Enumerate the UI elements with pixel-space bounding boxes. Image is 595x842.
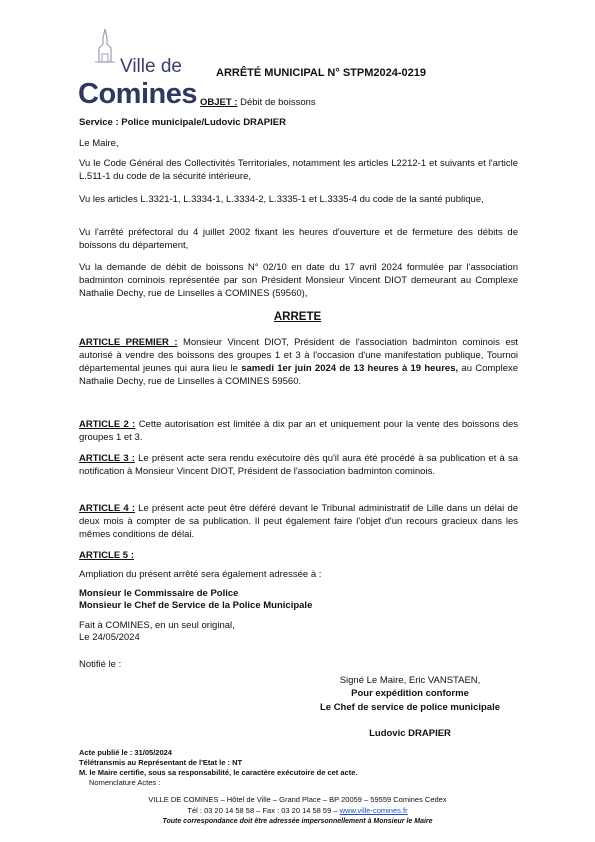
objet-label: OBJET : (200, 97, 238, 108)
footer-tel: Tél : 03 20 14 58 58 – Fax : 03 20 14 58 59 – (187, 806, 338, 815)
le-maire: Le Maire, (79, 138, 119, 149)
footer-address: VILLE DE COMINES – Hôtel de Ville – Grand Place – BP 20059 – 59559 Comines Cedex (148, 795, 447, 804)
destinataire-commissaire: Monsieur le Commissaire de Police (79, 588, 239, 599)
fait-a: Fait à COMINES, en un seul original, (79, 620, 235, 631)
vu-demande: Vu la demande de débit de boissons N° 02/10 en date du 17 avril 2024 formulée par l'association badminton cominois représentée par son Président Monsieur Vincent DIOT demeurant au Complexe Nathalie Dechy, rue de Linselles à COMINES (59560), (79, 262, 518, 299)
article-4-text: Le présent acte peut être déféré devant le Tribunal administratif de Lille dans un délai de deux mois à compter de sa publication. Il peut également faire l'objet d'un recours gracieux dans les mêmes conditions de délai. (79, 503, 519, 540)
logo-ville-text: Ville de (120, 56, 182, 77)
city-logo (78, 28, 197, 110)
article-2 (79, 418, 518, 444)
date-signature: Le 24/05/2024 (79, 632, 140, 643)
teletransmis: Télétransmis au Représentant de l'Etat le : NT (79, 758, 243, 767)
vu-cgct: Vu le Code Général des Collectivités Territoriales, notamment les articles L2212-1 et suivants et l'article L.511-1 du code de la sécurité intérieure, (79, 158, 518, 182)
footer-correspondance: Toute correspondance doit être adressée impersonnellement à Monsieur le Maire (162, 818, 433, 825)
article-premier (79, 336, 518, 388)
church-icon (92, 28, 118, 64)
logo-comines-text: Comines (78, 78, 197, 110)
objet-line (200, 97, 316, 108)
footer-website-link[interactable]: www.ville-comines.fr (339, 806, 408, 815)
notifie-le: Notifié le : (79, 659, 122, 670)
objet-value: Débit de boissons (240, 97, 316, 108)
article-5 (79, 549, 518, 562)
article-1-date: samedi 1er juin 2024 de 13 heures à 19 heures, (241, 363, 459, 374)
vu-sante-publique: Vu les articles L.3321-1, L.3334-1, L.3334-2, L.3335-1 et L.3335-4 du code de la santé publique, (79, 194, 484, 205)
acte-publie: Acte publié le : 31/05/2024 (79, 748, 172, 757)
article-1-place: au Complexe Nathalie Dechy, rue de Linselles à COMINES 59560. (79, 363, 519, 387)
ampliation: Ampliation du présent arrêté sera également adressée à : (79, 569, 322, 580)
article-1-label: ARTICLE PREMIER : (79, 337, 178, 348)
destinataire-chef-police: Monsieur le Chef de Service de la Police Municipale (79, 600, 313, 611)
article-3 (79, 452, 518, 478)
signature-line-3: Le Chef de service de police municipale (319, 702, 501, 713)
nomenclature: Nomenclature Actes : (89, 778, 161, 787)
signature-line-2: Pour expédition conforme (351, 688, 469, 699)
article-4 (79, 502, 518, 541)
vu-arrete-prefectoral: Vu l'arrêté préfectoral du 4 juillet 2002 fixant les heures d'ouverture et de fermeture des débits de boissons du département, (79, 227, 518, 251)
arrete-heading: ARRETE (273, 311, 322, 323)
article-2-label: ARTICLE 2 : (79, 419, 136, 430)
article-5-label: ARTICLE 5 : (79, 550, 134, 561)
signature-line-1: Signé Le Maire, Eric VANSTAEN, (339, 675, 481, 686)
article-2-text: Cette autorisation est limitée à dix par an et uniquement pour la vente des boissons des groupes 1 et 3. (79, 419, 519, 443)
article-3-text: Le présent acte sera rendu exécutoire dès qu'il aura été procédé à sa publication et à sa notification à Monsieur Vincent DIOT, Président de l'association badminton cominois. (79, 453, 519, 477)
article-1-text: Monsieur Vincent DIOT, Président de l'association badminton cominois est autorisé à vendre des boissons des groupes 1 et 3 à l'occasion d'une manifestation publique, Tournoi départemental jeunes qui aura lieu le (79, 337, 519, 374)
certification: M. le Maire certifie, sous sa responsabilité, le caractère exécutoire de cet acte. (79, 768, 358, 777)
signatory-name: Ludovic DRAPIER (369, 728, 451, 739)
footer-publication (79, 748, 357, 788)
article-3-label: ARTICLE 3 : (79, 453, 135, 464)
article-4-label: ARTICLE 4 : (79, 503, 135, 514)
service-line: Service : Police municipale/Ludovic DRAPIER (79, 117, 286, 128)
footer-contact (0, 806, 595, 816)
document-title: ARRÊTÉ MUNICIPAL N° STPM2024-0219 (216, 67, 426, 79)
